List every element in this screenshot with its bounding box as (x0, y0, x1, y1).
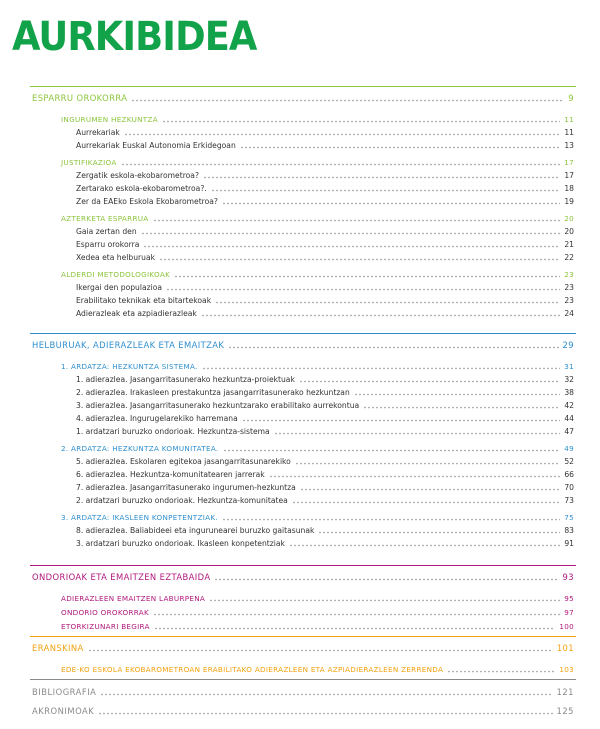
entry-page: 20 (564, 227, 574, 236)
subsection-title: AZTERKETA ESPARRUA (61, 214, 149, 223)
toc-entry[interactable] (76, 412, 574, 424)
entry-page: 83 (564, 526, 574, 535)
entry-page: 91 (564, 539, 574, 548)
toc-section[interactable] (32, 571, 574, 583)
entry-title: Aurrekariak (76, 128, 120, 137)
section-title: ESPARRU OROKORRA (32, 93, 128, 103)
subsection-page: 95 (564, 594, 574, 603)
dot-leader (354, 393, 561, 396)
entry-page: 18 (564, 184, 574, 193)
entry-title: 3. ardatzari buruzko ondorioak. Ikasleen konpetentziak (76, 539, 285, 548)
toc-subsection[interactable] (61, 592, 574, 604)
section-title: ONDORIOAK ETA EMAITZEN EZTABAIDA (32, 572, 211, 582)
dot-leader (209, 599, 560, 602)
dot-leader (318, 531, 560, 534)
subsection-page: 23 (564, 270, 574, 279)
entry-title: Ikergai den populazioa (76, 283, 163, 292)
entry-page: 42 (564, 401, 574, 410)
subsection-page: 17 (564, 158, 574, 167)
toc-subsection[interactable] (61, 511, 574, 523)
section-divider (30, 636, 576, 637)
entry-page: 52 (564, 457, 574, 466)
subsection-page: 11 (564, 115, 574, 124)
toc-entry[interactable] (76, 307, 574, 319)
dot-leader (98, 712, 552, 715)
dot-leader (223, 449, 561, 452)
subsection-page: 31 (564, 362, 574, 371)
toc-entry[interactable] (76, 294, 574, 306)
section-divider (30, 565, 576, 566)
entry-page: 66 (564, 470, 574, 479)
reference-title: AKRONIMOAK (32, 706, 95, 716)
dot-leader (88, 649, 553, 652)
dot-leader (222, 518, 560, 521)
toc-entry[interactable] (76, 126, 574, 138)
dot-leader (131, 99, 564, 102)
entry-title: Xedea eta helburuak (76, 253, 156, 262)
dot-leader (143, 245, 560, 248)
entry-title: Zer da EAEko Eskola Ekobarometroa? (76, 197, 218, 206)
entry-title: Zergatik eskola-ekobarometroa? (76, 171, 199, 180)
dot-leader (211, 189, 561, 192)
dot-leader (292, 501, 561, 504)
entry-page: 47 (564, 427, 574, 436)
dot-leader (228, 346, 558, 349)
dot-leader (121, 163, 561, 166)
entry-page: 24 (564, 309, 574, 318)
dot-leader (166, 288, 560, 291)
section-page: 101 (556, 643, 574, 653)
dot-leader (174, 275, 560, 278)
dot-leader (242, 419, 561, 422)
toc-subsection[interactable] (61, 268, 574, 280)
toc-entry[interactable] (76, 373, 574, 385)
section-page: 93 (562, 572, 574, 582)
dot-leader (222, 202, 560, 205)
dot-leader (154, 627, 556, 630)
toc-entry[interactable] (76, 425, 574, 437)
dot-leader (299, 380, 560, 383)
toc-entry[interactable] (76, 494, 574, 506)
toc-entry[interactable] (76, 455, 574, 467)
dot-leader (202, 367, 561, 370)
dot-leader (240, 146, 561, 149)
entry-page: 17 (564, 171, 574, 180)
entry-title: 4. adierazlea. Ingurugelarekiko harremana (76, 414, 238, 423)
entry-page: 32 (564, 375, 574, 384)
entry-title: 2. ardatzari buruzko ondorioak. Hezkuntza-komunitatea (76, 496, 288, 505)
toc-section[interactable] (32, 339, 574, 351)
toc-entry[interactable] (76, 182, 574, 194)
toc-entry[interactable] (76, 195, 574, 207)
toc-section[interactable] (32, 642, 574, 654)
dot-leader (124, 133, 561, 136)
section-page: 29 (562, 340, 574, 350)
toc-subsection[interactable] (61, 606, 574, 618)
dot-leader (214, 578, 558, 581)
section-title: HELBURUAK, ADIERAZLEAK ETA EMAITZAK (32, 340, 225, 350)
entry-title: Adierazleak eta azpiadierazleak (76, 309, 197, 318)
entry-title: 1. adierazlea. Jasangarritasunerako hezkuntza-proiektuak (76, 375, 295, 384)
entry-page: 70 (564, 483, 574, 492)
subsection-title: EDE-KO ESKOLA EKOBAROMETROAN ERABILITAKO ADIERAZLEEN ETA AZPIADIERAZLEEN ZERRENDA (61, 665, 444, 674)
dot-leader (300, 488, 561, 491)
subsection-page: 103 (559, 665, 574, 674)
toc-subsection[interactable] (61, 156, 574, 168)
subsection-title: ETORKIZUNARI BEGIRA (61, 622, 150, 631)
entry-page: 11 (564, 128, 574, 137)
dot-leader (141, 232, 561, 235)
entry-title: Aurrekariak Euskal Autonomia Erkidegoan (76, 141, 236, 150)
subsection-title: JUSTIFIKAZIOA (61, 158, 117, 167)
section-divider (30, 333, 576, 334)
subsection-page: 100 (559, 622, 574, 631)
subsection-title: 1. ARDATZA: HEZKUNTZA SISTEMA. (61, 362, 198, 371)
entry-page: 23 (564, 296, 574, 305)
dot-leader (295, 462, 561, 465)
entry-title: 8. adierazlea. Baliabideei eta ingurunearei buruzko gaitasunak (76, 526, 315, 535)
dot-leader (159, 258, 560, 261)
section-divider (30, 679, 576, 680)
toc-entry[interactable] (76, 524, 574, 536)
entry-page: 13 (564, 141, 574, 150)
entry-page: 73 (564, 496, 574, 505)
subsection-title: ADIERAZLEEN EMAITZEN LABURPENA (61, 594, 206, 603)
toc-entry[interactable] (76, 238, 574, 250)
toc-entry[interactable] (76, 169, 574, 181)
toc-subsection[interactable] (61, 212, 574, 224)
subsection-page: 75 (564, 513, 574, 522)
toc-section[interactable] (32, 92, 574, 104)
toc-subsection[interactable] (61, 360, 574, 372)
toc-entry[interactable] (76, 399, 574, 411)
entry-title: 7. adierazlea. Jasangarritasunerako ingurumen-hezkuntza (76, 483, 296, 492)
dot-leader (153, 219, 561, 222)
entry-page: 19 (564, 197, 574, 206)
dot-leader (363, 406, 560, 409)
toc-entry[interactable] (76, 537, 574, 549)
entry-title: 5. adierazlea. Eskolaren egitekoa jasangarritasunarekiko (76, 457, 291, 466)
entry-page: 23 (564, 283, 574, 292)
entry-page: 38 (564, 388, 574, 397)
toc-entry[interactable] (76, 225, 574, 237)
dot-leader (289, 544, 560, 547)
entry-title: 6. adierazlea. Hezkuntza-komunitatearen jarrerak (76, 470, 265, 479)
dot-leader (274, 432, 561, 435)
toc-entry[interactable] (76, 251, 574, 263)
subsection-title: 3. ARDATZA: IKASLEEN KONPETENTZIAK. (61, 513, 218, 522)
toc-subsection[interactable] (61, 663, 574, 675)
entry-page: 44 (564, 414, 574, 423)
toc-entry[interactable] (76, 386, 574, 398)
dot-leader (269, 475, 561, 478)
page-title: AURKIBIDEA (12, 14, 257, 60)
entry-page: 21 (564, 240, 574, 249)
toc-entry[interactable] (76, 281, 574, 293)
section-title: ERANSKINA (32, 643, 84, 653)
subsection-page: 97 (564, 608, 574, 617)
reference-title: BIBLIOGRAFIA (32, 687, 97, 697)
toc-reference[interactable] (32, 686, 574, 698)
subsection-title: ONDORIO OROKORRAK (61, 608, 149, 617)
subsection-page: 49 (564, 444, 574, 453)
dot-leader (100, 693, 552, 696)
dot-leader (201, 314, 561, 317)
subsection-title: INGURUMEN HEZKUNTZA (61, 115, 158, 124)
dot-leader (153, 613, 560, 616)
subsection-page: 20 (564, 214, 574, 223)
reference-page: 121 (556, 687, 574, 697)
entry-title: 2. adierazlea. Irakasleen prestakuntza jasangarritasunerako hezkuntzan (76, 388, 350, 397)
toc-subsection[interactable] (61, 620, 574, 632)
toc-reference[interactable] (32, 705, 574, 717)
dot-leader (162, 120, 560, 123)
entry-title: 1. ardatzari buruzko ondorioak. Hezkuntza-sistema (76, 427, 270, 436)
dot-leader (215, 301, 560, 304)
dot-leader (203, 176, 560, 179)
entry-title: Erabilitako teknikak eta bitartekoak (76, 296, 212, 305)
toc-subsection[interactable] (61, 442, 574, 454)
subsection-title: ALDERDI METODOLOGIKOAK (61, 270, 171, 279)
entry-title: Gaia zertan den (76, 227, 137, 236)
subsection-title: 2. ARDATZA: HEZKUNTZA KOMUNITATEA. (61, 444, 219, 453)
toc-entry[interactable] (76, 468, 574, 480)
toc-entry[interactable] (76, 481, 574, 493)
entry-title: 3. adierazlea. Jasangarritasunerako hezkuntzarako erabilitako aurrekontua (76, 401, 360, 410)
dot-leader (447, 670, 555, 673)
section-divider (30, 86, 576, 87)
entry-title: Esparru orokorra (76, 240, 140, 249)
section-page: 9 (568, 93, 574, 103)
toc-subsection[interactable] (61, 113, 574, 125)
entry-title: Zertarako eskola-ekobarometroa?. (76, 184, 207, 193)
entry-page: 22 (564, 253, 574, 262)
toc-entry[interactable] (76, 139, 574, 151)
reference-page: 125 (556, 706, 574, 716)
